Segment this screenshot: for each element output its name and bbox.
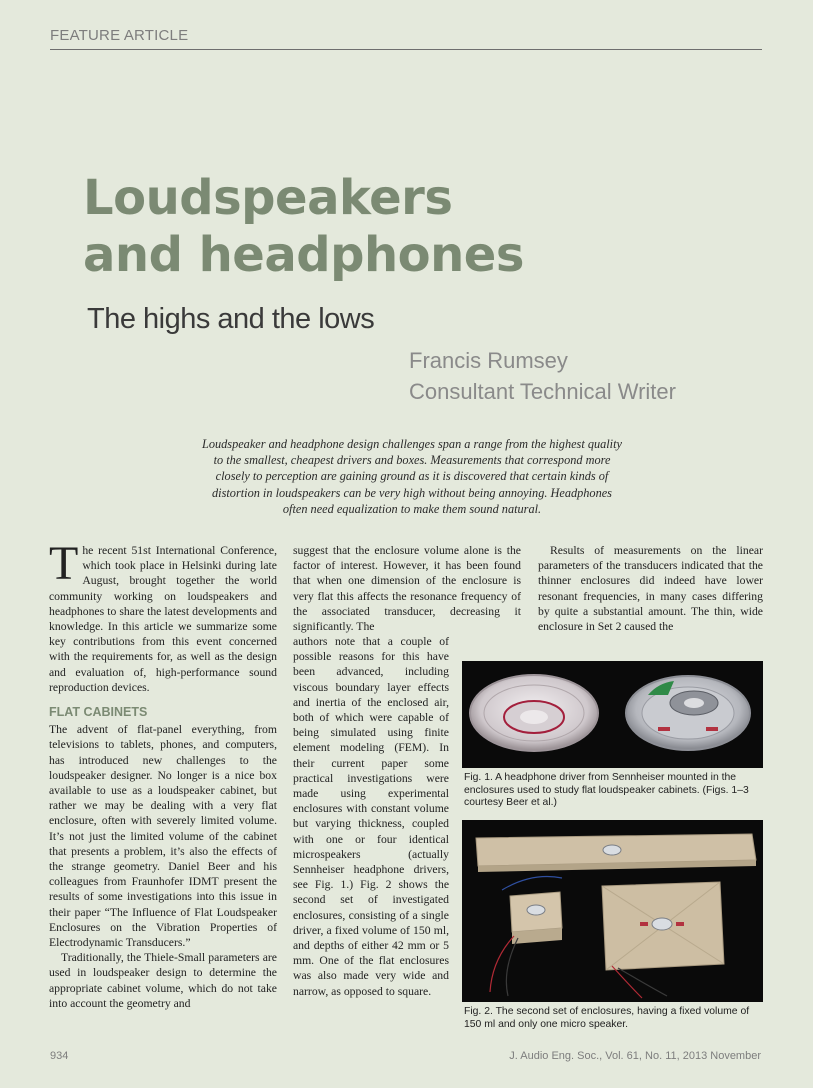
body-column-2-narrow: authors note that a couple of possible reasons for this have been advanced, including viscous boundary layer effects and inertia of the enclosed air, both of which were capable of being simulated using finite element modeling (FEM). In their current paper some practical investigations were made using experimental enclosures with constant volume but varying thickness, coupled with one or four identical microspeakers (actually Sennheiser headphone drivers, see Fig. 1.) Fig. 2 shows the second set of investigated enclosures, consisting of a single driver, a fixed volume of 150 ml, and depths of either 42 mm or 5 mm. One of the flat enclosures was also made very wide and narrow, as opposed to square. <box>293 635 449 998</box>
intro-text: he recent 51st International Conference, which took place in Helsinki during late August, brought together the world community working on loudspeakers and headphones to share the latest developments and knowledge. In this article we summarize some key contributions from this event concerned with the requirements for, as well as the design and evaluation of, high-performance sound reproduction devices. <box>49 544 277 694</box>
figure-1-photo <box>462 661 763 768</box>
figure-2-photo <box>462 820 763 1002</box>
header-divider <box>50 49 762 50</box>
body-column-1 <box>49 537 277 1011</box>
figure-1-caption: Fig. 1. A headphone driver from Sennheiser mounted in the enclosures used to study flat loudspeaker cabinets. (Figs. 1–3 courtesy Beer et al.) <box>464 772 749 809</box>
journal-citation: J. Audio Eng. Soc., Vol. 61, No. 11, 2013 November <box>509 1050 761 1062</box>
article-title <box>83 170 643 284</box>
section-label: FEATURE ARTICLE <box>50 27 189 44</box>
paragraph: The advent of flat-panel everything, from televisions to tablets, phones, and computers, has introduced new challenges to the loudspeaker designer. No longer is a nice box available to use as a loudspeaker cabinet, but rather we may be dealing with a very flat enclosure, often with severely limited volume. It’s not just the limited volume of the cabinet that presents a problem, it’s also the effects of the strange geometry. Daniel Beer and his colleagues from Fraunhofer IDMT present the results of some investigations into this issue in their paper “The Influence of Flat Loudspeaker Enclosures on the Vibration Properties of Electrodynamic Transducers.” <box>49 723 277 950</box>
article-subtitle: The highs and the lows <box>87 303 375 335</box>
paragraph: Traditionally, the Thiele-Small parameters are used in loudspeaker design to determine the appropriate cabinet volume, which do not take into account the geometry and <box>49 951 277 1010</box>
figure-2-caption: Fig. 2. The second set of enclosures, having a fixed volume of 150 ml and only one micro speaker. <box>464 1006 750 1030</box>
author-name: Francis Rumsey <box>409 348 568 373</box>
body-column-3 <box>538 543 763 634</box>
paragraph: Results of measurements on the linear parameters of the transducers indicated that the thinner enclosures did indeed have lower resonant frequencies, in many cases differing by quite a substantial amount. The thin, wide enclosure in Set 2 caused the <box>538 544 763 634</box>
enclosures-illustration <box>462 820 763 1002</box>
title-line-2: and headphones <box>83 227 524 283</box>
headphone-driver-illustration <box>462 661 763 768</box>
drop-cap: T <box>49 537 79 590</box>
body-column-2-top: suggest that the enclosure volume alone is the factor of interest. However, it has been found that when one dimension of the enclosure is very flat this affects the resonance frequency of the associated transducer, decreasing it significantly. The <box>293 544 521 634</box>
intro-paragraph <box>49 537 277 695</box>
article-abstract: Loudspeaker and headphone design challenges span a range from the highest quality to the smallest, cheapest drivers and boxes. Measurements that correspond more closely to perception are gaining ground as it is discovered that certain kinds of distortion in loudspeakers can be very high without being annoying. Headphones often need equalization to make them sound natural. <box>202 437 622 516</box>
author-role: Consultant Technical Writer <box>409 379 676 404</box>
page-number: 934 <box>50 1050 69 1062</box>
author-block <box>409 345 676 407</box>
title-line-1: Loudspeakers <box>83 170 453 226</box>
section-heading: FLAT CABINETS <box>49 705 148 720</box>
